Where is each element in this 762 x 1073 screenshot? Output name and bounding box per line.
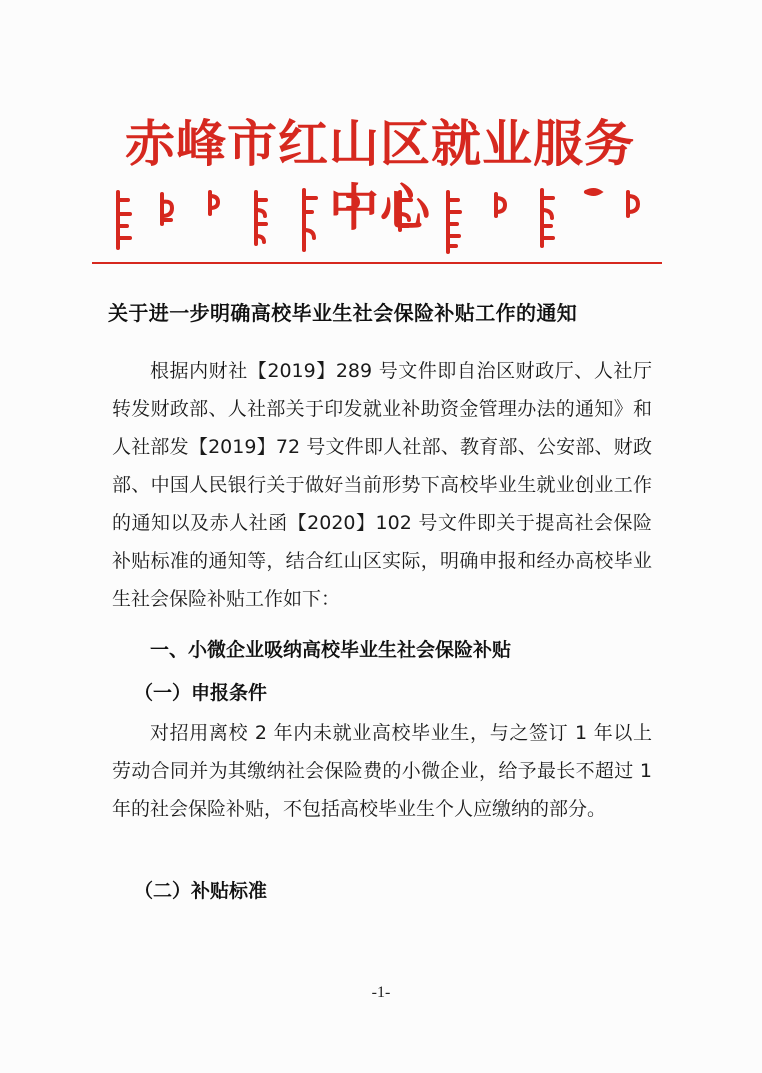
mongolian-script-letterhead — [108, 186, 648, 258]
letterhead-divider — [92, 262, 662, 264]
mongolian-script-graphic — [108, 186, 648, 258]
intro-paragraph: 根据内财社【2019】289 号文件即自治区财政厅、人社厅转发财政部、人社部关于印发就业补助资金管理办法的通知》和人社部发【2019】72 号文件即人社部、教育部、公安部、财政部、中国人民银行关于做好当前形势下高校毕业生就业创业工作的通知以及赤人社函【2020】102 号文件即关于提高社会保险补贴标准的通知等，结合红山区实际，明确申报和经办高校毕业生社会保险补贴工作如下： — [112, 360, 652, 610]
subsection-heading-application-conditions: （一）申报条件 — [134, 682, 268, 704]
subsection-heading-subsidy-standard: （二）补贴标准 — [134, 880, 268, 902]
letterhead-title: 赤峰市红山区就业服务中心 — [125, 114, 635, 237]
page-number: -1- — [371, 984, 391, 1001]
section-heading-1: 一、小微企业吸纳高校毕业生社会保险补贴 — [150, 639, 512, 661]
document-title: 关于进一步明确高校毕业生社会保险补贴工作的通知 — [108, 301, 578, 325]
conditions-paragraph: 对招用离校 2 年内未就业高校毕业生，与之签订 1 年以上劳动合同并为其缴纳社会保险费的小微企业，给予最长不超过 1 年的社会保险补贴，不包括高校毕业生个人应缴纳的部分。 — [112, 722, 652, 820]
